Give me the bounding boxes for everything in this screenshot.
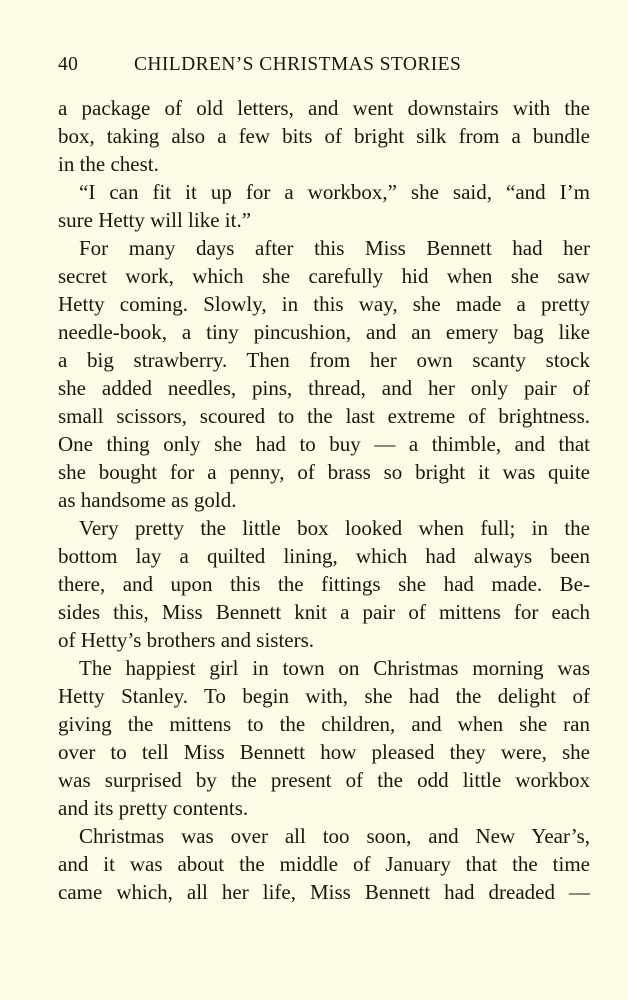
text-line: Hetty Stanley. To begin with, she had the delight of (58, 684, 590, 708)
page-number: 40 (58, 54, 79, 75)
paragraph (58, 822, 590, 906)
paragraph (58, 94, 590, 178)
text-line: came which, all her life, Miss Bennett had dreaded — (58, 880, 590, 904)
text-line: small scissors, scoured to the last extreme of brightness. (58, 404, 590, 428)
text-line: of Hetty’s brothers and sisters. (58, 628, 315, 652)
paragraph (58, 178, 590, 234)
running-head: CHILDREN’S CHRISTMAS STORIES (134, 54, 462, 75)
text-line: and it was about the middle of January that the time (58, 852, 590, 876)
paragraph (58, 234, 590, 514)
text-line: there, and upon this the fittings she had made. Be- (58, 572, 590, 596)
text-line: For many days after this Miss Bennett had her (79, 236, 590, 260)
text-line: bottom lay a quilted lining, which had always been (58, 544, 590, 568)
text-line: “I can fit it up for a workbox,” she said, “and I’m (79, 180, 590, 204)
text-line: One thing only she had to buy — a thimble, and that (58, 432, 590, 456)
book-page (58, 54, 590, 906)
text-line: as handsome as gold. (58, 488, 237, 512)
text-line: was surprised by the present of the odd little workbox (58, 768, 590, 792)
text-line: she added needles, pins, thread, and her only pair of (58, 376, 590, 400)
text-line: box, taking also a few bits of bright silk from a bundle (58, 124, 590, 148)
text-line: she bought for a penny, of brass so bright it was quite (58, 460, 590, 484)
body-text (58, 94, 590, 906)
page-header (58, 54, 590, 86)
paragraph (58, 514, 590, 654)
text-line: needle-book, a tiny pincushion, and an emery bag like (58, 320, 590, 344)
text-line: secret work, which she carefully hid when she saw (58, 264, 590, 288)
text-line: and its pretty contents. (58, 796, 249, 820)
text-line: sure Hetty will like it.” (58, 208, 252, 232)
text-line: The happiest girl in town on Christmas morning was (79, 656, 590, 680)
text-line: in the chest. (58, 152, 159, 176)
text-line: a big strawberry. Then from her own scanty stock (58, 348, 590, 372)
text-line: over to tell Miss Bennett how pleased they were, she (58, 740, 590, 764)
text-line: a package of old letters, and went downstairs with the (58, 96, 590, 120)
paragraph (58, 654, 590, 822)
text-line: Hetty coming. Slowly, in this way, she made a pretty (58, 292, 590, 316)
text-line: sides this, Miss Bennett knit a pair of mittens for each (58, 600, 590, 624)
text-line: giving the mittens to the children, and when she ran (58, 712, 590, 736)
text-line: Very pretty the little box looked when full; in the (79, 516, 590, 540)
text-line: Christmas was over all too soon, and New Year’s, (79, 824, 590, 848)
